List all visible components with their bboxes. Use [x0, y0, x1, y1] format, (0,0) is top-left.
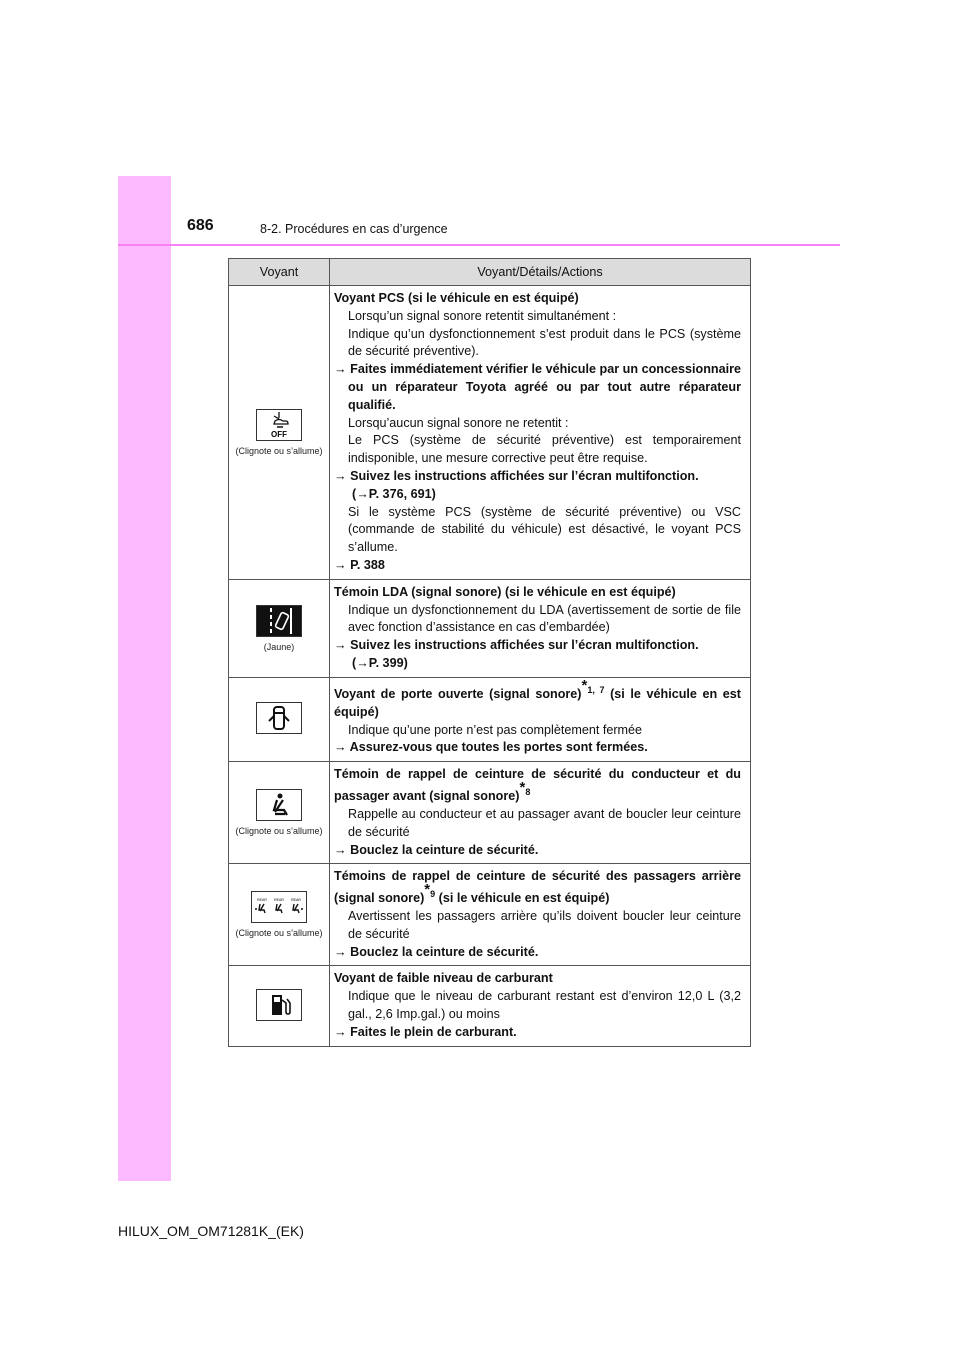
detail-text: Indique qu’une porte n’est pas complètement fermée — [348, 722, 643, 737]
table-row — [229, 579, 751, 677]
details-cell — [330, 966, 751, 1046]
section-title: 8-2. Procédures en cas d’urgence — [260, 222, 448, 236]
detail-text: Indique un dysfonctionnement du LDA (avertissement de sortie de file avec fonction d’assistance en cas d’embardée) — [348, 602, 741, 635]
footnote-ref: 8 — [525, 786, 531, 797]
row-title: Voyant de porte ouverte (signal sonore)$^{*1, 7}$ (si le véhicule en est équipé) — [334, 676, 741, 719]
table-row — [229, 966, 751, 1046]
details-cell — [330, 286, 751, 580]
lda-icon — [256, 605, 302, 637]
table-row — [229, 864, 751, 966]
table-row — [229, 762, 751, 864]
icon-cell — [229, 286, 330, 580]
seatbelt-icon — [256, 789, 302, 821]
icon-caption: (Jaune) — [263, 641, 295, 652]
action-text: → Suivez les instructions affichées sur l’écran multifonction. — [334, 468, 699, 483]
door-open-icon — [256, 702, 302, 734]
detail-text: Lorsqu’aucun signal sonore ne retentit : — [348, 415, 569, 430]
icon-cell — [229, 677, 330, 761]
detail-text: Rappelle au conducteur et au passager avant de boucler leur ceinture de sécurité — [348, 806, 741, 839]
detail-text: Indique qu’un dysfonctionnement s’est produit dans le PCS (système de sécurité préventive). — [348, 326, 741, 359]
detail-text: Si le système PCS (système de sécurité préventive) ou VSC (commande de stabilité du véhicule) est désactivé, le voyant PCS s’allume. — [348, 504, 741, 555]
details-cell — [330, 579, 751, 677]
page-number: 686 — [187, 217, 214, 234]
detail-text: Lorsqu’un signal sonore retentit simultanément : — [348, 308, 617, 323]
footnote-ref: 1, 7 — [587, 684, 605, 695]
svg-text:OFF: OFF — [271, 429, 287, 439]
page-reference-link[interactable]: (→P. 376, 691) — [352, 486, 436, 501]
action-text: → Faites le plein de carburant. — [334, 1024, 517, 1039]
title-text: Témoin de rappel de ceinture de sécurité du conducteur et du passager avant (signal sonore) — [334, 767, 741, 804]
fuel-icon — [256, 989, 302, 1021]
table-row — [229, 286, 751, 580]
title-text: (si le véhicule en est équipé) — [334, 686, 741, 719]
column-header: Voyant — [229, 259, 330, 286]
detail-text: Avertissent les passagers arrière qu’ils doivent boucler leur ceinture de sécurité — [348, 909, 741, 941]
details-cell — [330, 762, 751, 864]
row-title: Témoin de rappel de ceinture de sécurité du conducteur et du passager avant (signal sonore)$^{*8}$ — [334, 767, 741, 804]
details-cell — [330, 677, 751, 761]
icon-caption: (Clignote ou s’allume) — [235, 445, 323, 456]
title-text: Témoins de rappel de ceinture de sécurité des passagers arrière (signal sonore) — [334, 869, 741, 906]
title-text: (si le véhicule en est équipé) — [435, 891, 610, 906]
rear-seatbelt-icon — [251, 891, 307, 923]
rear-label: REAR — [291, 898, 301, 903]
action-text: → Suivez les instructions affichées sur l’écran multifonction. — [334, 638, 699, 653]
pcs-off-icon — [256, 409, 302, 441]
rear-label: REAR — [257, 898, 267, 903]
detail-text: Indique que le niveau de carburant restant est d’environ 12,0 L (3,2 gal., 2,6 Imp.gal.) ou moins — [348, 989, 741, 1022]
details-cell — [330, 864, 751, 966]
icon-caption: (Clignote ou s’allume) — [235, 928, 323, 939]
rear-label: REAR — [274, 898, 284, 903]
icon-cell — [229, 864, 330, 966]
action-text: → Faites immédiatement vérifier le véhicule par un concessionnaire ou un réparateur Toyota agréé ou par tout autre réparateur qualifié. — [334, 362, 741, 412]
row-title: Voyant de faible niveau de carburant — [334, 971, 553, 986]
page-reference-link[interactable]: (→P. 399) — [352, 655, 408, 670]
table-header-row — [229, 259, 751, 286]
header-rule — [118, 244, 840, 246]
icon-caption: (Clignote ou s’allume) — [235, 826, 323, 837]
action-text: → Bouclez la ceinture de sécurité. — [334, 842, 539, 857]
action-text: → Bouclez la ceinture de sécurité. — [334, 944, 539, 959]
row-title: Voyant PCS (si le véhicule en est équipé) — [334, 291, 579, 305]
column-header: Voyant/Détails/Actions — [330, 259, 751, 286]
detail-text: Le PCS (système de sécurité préventive) est temporairement indisponible, une mesure corrective peut être requise. — [348, 433, 741, 466]
icon-cell — [229, 579, 330, 677]
title-text: Voyant de porte ouverte (signal sonore) — [334, 686, 582, 701]
chapter-tab-sidebar — [118, 176, 171, 1181]
indicator-table — [228, 258, 751, 1047]
icon-cell — [229, 762, 330, 864]
document-footer: HILUX_OM_OM71281K_(EK) — [118, 1223, 304, 1239]
action-text: → Assurez-vous que toutes les portes sont fermées. — [334, 740, 648, 755]
row-title: Témoin LDA (signal sonore) (si le véhicule en est équipé) — [334, 584, 676, 599]
footnote-ref: 9 — [430, 889, 436, 900]
page-reference-link[interactable]: → P. 388 — [334, 557, 385, 572]
row-title: Témoins de rappel de ceinture de sécurité des passagers arrière (signal sonore)$^{*9}$ (si le véhicule en est équipé) — [334, 869, 741, 906]
table-row — [229, 677, 751, 761]
icon-cell — [229, 966, 330, 1046]
